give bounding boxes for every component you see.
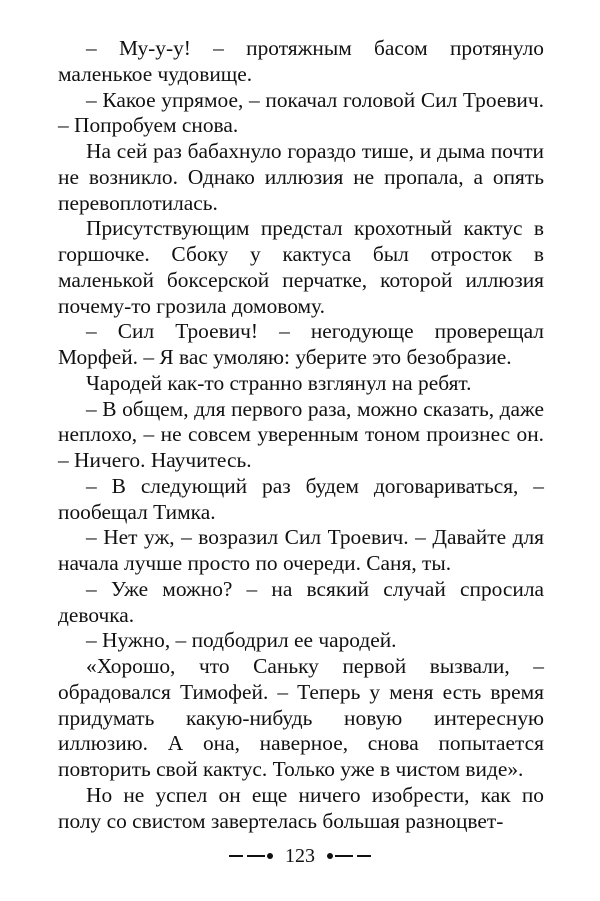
folio-ornament-right [323, 852, 371, 860]
page-number: 123 [285, 845, 315, 868]
paragraph: «Хорошо, что Саньку первой вызвали, – обрадовался Тимофей. – Теперь у меня есть время придумать какую-нибудь новую интересную иллюзию. А она, наверное, снова попытается повторить свой кактус. Только уже в чистом виде». [58, 654, 544, 781]
paragraph: – Сил Троевич! – негодующе проверещал Морфей. – Я вас умоляю: уберите это безобразие. [58, 319, 544, 369]
folio-ornament-left [229, 852, 277, 860]
paragraph: – Нужно, – подбодрил ее чародей. [86, 628, 397, 653]
paragraph: – Уже можно? – на всякий случай спросила девочка. [58, 576, 544, 627]
paragraph: Чародей как-то странно взглянул на ребят. [86, 370, 472, 395]
paragraph: – В общем, для первого раза, можно сказать, даже неплохо, – не совсем уверенным тоном произнес он. – Ничего. Научитесь. [58, 396, 544, 472]
page-body [58, 36, 544, 834]
paragraph: Присутствующим предстал крохотный кактус в горшочке. Сбоку у кактуса был отросток в маленькой боксерской перчатке, которой иллюзия почему-то грозила домовому. [58, 216, 544, 318]
paragraph: Но не успел он еще ничего изобрести, как по полу со свистом завертелась большая разноцвет- [58, 782, 544, 833]
paragraph: На сей раз бабахнуло гораздо тише, и дыма почти не возникло. Однако иллюзия не пропала, а опять перевоплотилась. [58, 139, 544, 215]
paragraph: – В следующий раз будем договариваться, – пообещал Тимка. [58, 473, 544, 524]
paragraph: – Какое упрямое, – покачал головой Сил Троевич. – Попробуем снова. [58, 87, 544, 138]
paragraph: – Му-у-у! – протяжным басом протянуло маленькое чудовище. [58, 36, 544, 86]
paragraph: – Нет уж, – возразил Сил Троевич. – Давайте для начала лучше просто по очереди. Саня, ты. [58, 525, 544, 575]
page-footer [0, 843, 600, 868]
